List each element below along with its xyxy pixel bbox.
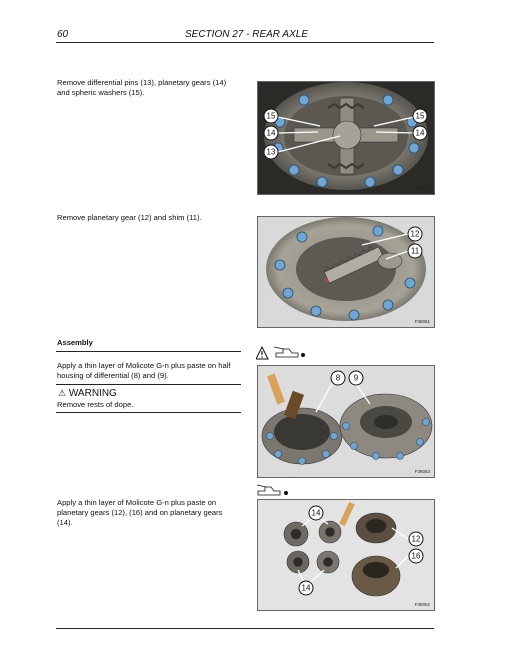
- callout-label: 12: [410, 229, 420, 239]
- callout-label: 12: [411, 534, 421, 544]
- footer-rule: [56, 628, 434, 629]
- warning-text: Remove rests of dope.: [57, 400, 134, 409]
- callout-label: 14: [266, 128, 276, 138]
- warning-and-grease-icon: [256, 345, 316, 365]
- assembly-rule: [56, 351, 241, 352]
- section-title: SECTION 27 - REAR AXLE: [185, 29, 308, 40]
- callout-label: 16: [411, 551, 421, 561]
- callout-label: 11: [410, 246, 420, 256]
- warning-bottom-rule: [56, 412, 241, 413]
- callout-label: 13: [266, 147, 276, 157]
- figure-code: F36060: [414, 186, 430, 191]
- step1-text: Remove differential pins (13), planetary gears (14) and spheric washers (15).: [57, 78, 227, 97]
- step3-text: Apply a thin layer of Molicote G-n plus paste on half housing of differential (8) and (9).: [57, 361, 231, 380]
- callout-label: 14: [311, 508, 321, 518]
- page-number: 60: [57, 29, 69, 40]
- callout-label: 15: [415, 111, 425, 121]
- warning-triangle-icon: ⚠: [58, 388, 67, 398]
- figure-code: F36062: [414, 602, 430, 607]
- assembly-heading: Assembly: [57, 338, 93, 347]
- step4-text: Apply a thin layer of Molicote G-n plus paste on planetary gears (12), (16) and on planetary gears (14).: [57, 498, 223, 527]
- figure-code: F36061: [414, 319, 430, 324]
- callout-label: 15: [266, 111, 276, 121]
- warning-title: ⚠ WARNING: [58, 388, 117, 399]
- callout-label: 8: [335, 373, 341, 383]
- callout-label: 14: [415, 128, 425, 138]
- step2-text: Remove planetary gear (12) and shim (11).: [57, 213, 202, 222]
- figure-planetary-gear: [257, 216, 435, 328]
- callout-label: 14: [301, 583, 311, 593]
- callout-label: 9: [353, 373, 359, 383]
- figure-differential-housings: [257, 365, 435, 478]
- figure-differential-pins: [257, 81, 435, 195]
- grease-icon: [256, 483, 296, 499]
- warning-top-rule: [56, 384, 241, 385]
- header-rule: [56, 42, 434, 43]
- figure-planetary-gears: [257, 499, 435, 611]
- figure-code: F36063: [414, 469, 430, 474]
